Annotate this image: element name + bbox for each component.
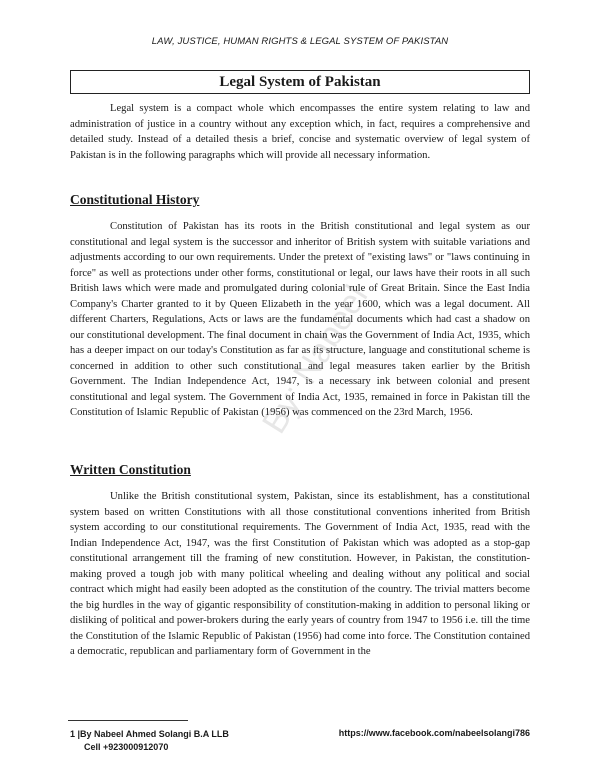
footer-author — [70, 728, 229, 754]
section-body-written-constitution: Unlike the British constitutional system, Pakistan, since its establishment, has a constitutional system based on written Constitutions with all those constitutional conventions inherited from British system according to our constitutional requirements. The Government of India Act, 1935, read with the Indian Independence Act, 1947, was the first Constitution of Pakistan which was adopted as a stop-gap constitutional arrangement till the framing of new constitution. However, in Pakistan, the constitution-making proved a tough job with many political wheeling and dealing without any political and social contract which might had easily been adopted as the constitution of the country. The trivial matters become the big hurdles in the way of gigantic responsibility of constitution-making in addition to personal liking or disliking of political and power-brokers during the early years of country from 1947 to 1956 i.e. till the time the Constitution of the Islamic Republic of Pakistan (1956) had come into force. The Constitution contained a democratic, republican and parliamentary form of Government in the — [70, 491, 530, 657]
section-body-constitutional-history: Constitution of Pakistan has its roots in the British constitutional and legal system as our constitutional and legal system is the successor and inheritor of British system with suitable variations and adjustments according to our own requirements. Under the pretext of "existing laws" or "laws continuing in force" as well as protections under other forms, constitutional or legal, our laws have their roots in all such British laws which were made and promulgated during colonial rule of Great Britain. Since the East India Company's Charter granted to it by Queen Elizabeth in the year 1600, which was a legal document. All different Charters, Regulations, Acts or laws are the fundamental documents which had cast a shadow on our constitutional development. The final document in chain was the Government of India Act, 1935, which has a deeper impact on our today's Constitution as far as its structure, language and constitutional scheme is concerned in addition to other such constitutional and legal measures taken earlier by the British Government. The Indian Independence Act, 1947, is a necessary ink between colonial and present constitutional and legal system. The Government of India Act, 1935, remained in force in Pakistan till the Constitution of Islamic Republic of Pakistan (1956) was commenced on the 23rd March, 1956. — [70, 221, 530, 418]
footer-divider — [68, 720, 188, 721]
footer-cell-line: Cell +923000912070 — [84, 742, 169, 752]
author-watermark: By: Nabeel — [255, 278, 376, 441]
footer-author-line: 1 |By Nabeel Ahmed Solangi B.A LLB — [70, 729, 229, 739]
running-header: LAW, JUSTICE, HUMAN RIGHTS & LEGAL SYSTEM OF PAKISTAN — [151, 36, 449, 47]
intro-paragraph: Legal system is a compact whole which encompasses the entire system relating to law and administration of justice in a country without any exception which, in fact, requires a comprehensive and detailed study. Instead of a detailed thesis a brief, concise and systematic overview of legal system of Pakistan is in the following paragraphs which will provide all necessary information. — [70, 103, 530, 161]
section-heading-constitutional-history: Constitutional History — [70, 192, 200, 207]
document-title: Legal System of Pakistan — [70, 70, 530, 94]
section-heading-written-constitution: Written Constitution — [70, 462, 191, 477]
footer-facebook-link[interactable]: https://www.facebook.com/nabeelsolangi786 — [338, 728, 530, 738]
